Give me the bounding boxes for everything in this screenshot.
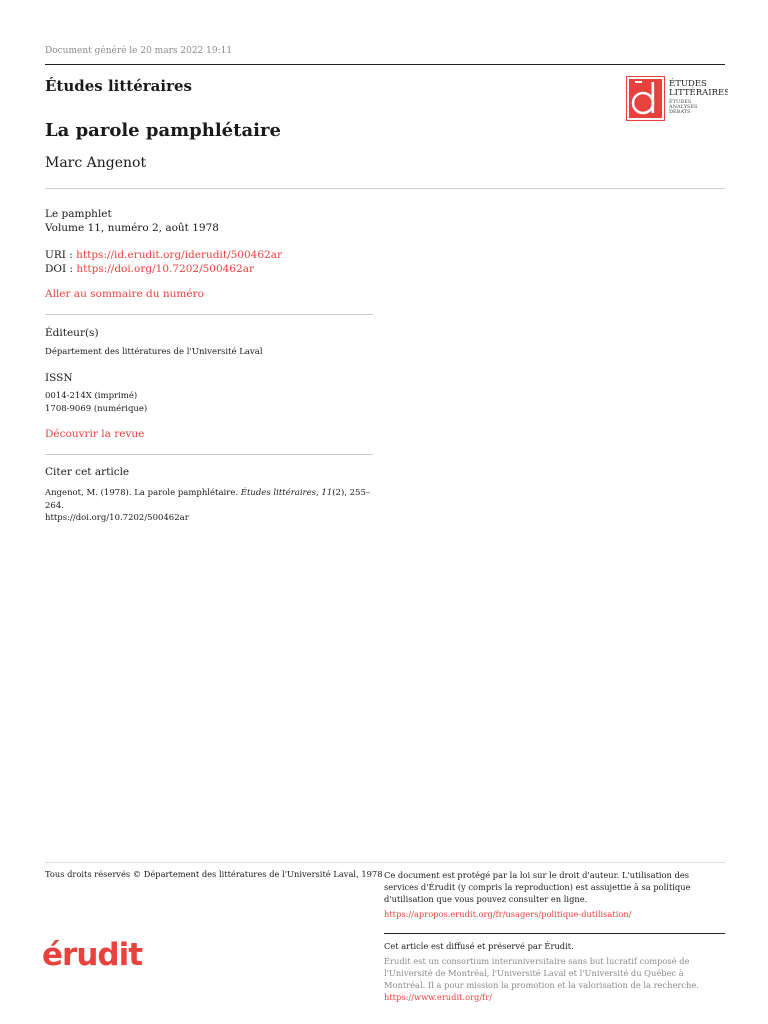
top-divider	[45, 64, 725, 65]
publisher-name: Département des littératures de l'Université Laval	[45, 347, 263, 357]
citation-part2: ,	[316, 488, 322, 498]
issn-heading: ISSN	[45, 372, 73, 384]
generation-date: Document généré le 20 mars 2022 19:11	[45, 46, 233, 56]
copyright-notice: Tous droits réservés © Département des littératures de l'Université Laval, 1978	[45, 869, 383, 879]
diffusion-heading: Cet article est diffusé et préservé par Érudit.	[384, 941, 574, 951]
erudit-logo: érudit	[42, 937, 143, 973]
etudes-litteraires-logo-icon	[626, 76, 728, 122]
uri-link[interactable]: https://id.erudit.org/iderudit/500462ar	[76, 249, 282, 261]
citation-doi: https://doi.org/10.7202/500462ar	[45, 513, 189, 523]
citation-part1: Angenot, M. (1978). La parole pamphlétaire.	[45, 488, 241, 498]
logo-line2: LITTÉRAIRES	[669, 88, 728, 98]
issue-volume: Volume 11, numéro 2, août 1978	[45, 222, 219, 234]
citation-part3: (2), 255–264.	[45, 488, 371, 511]
doi-link[interactable]: https://doi.org/10.7202/500462ar	[76, 263, 254, 275]
logo-line4: ANALYSES	[669, 104, 698, 110]
issue-info	[45, 207, 219, 235]
diffusion-notice	[384, 955, 724, 1003]
footer-divider	[45, 862, 725, 863]
issn-values	[45, 390, 147, 415]
divider	[384, 933, 725, 934]
legal-text: Ce document est protégé par la loi sur le droit d'auteur. L'utilisation des services d'Érudit (y compris la reproduction) est assujettie à sa politique d'utilisation que vous pouvez consulter en ligne.	[384, 870, 691, 904]
uri-row	[45, 248, 282, 262]
journal-title: Études littéraires	[45, 77, 192, 95]
citation-journal: Études littéraires	[240, 488, 316, 498]
logo-line1: ÉTUDES	[669, 79, 707, 89]
doi-label: DOI :	[45, 263, 77, 275]
divider	[45, 188, 725, 189]
discover-journal-link[interactable]: Découvrir la revue	[45, 428, 145, 440]
issn-print: 0014-214X (imprimé)	[45, 391, 138, 401]
citation-text	[45, 487, 385, 525]
issue-theme: Le pamphlet	[45, 208, 112, 220]
uri-label: URI :	[45, 249, 77, 261]
divider	[45, 454, 373, 455]
logo-line5: DÉBATS	[669, 109, 691, 115]
doi-row	[45, 262, 282, 276]
article-author: Marc Angenot	[45, 155, 147, 171]
divider	[45, 314, 373, 315]
article-title: La parole pamphlétaire	[45, 120, 281, 141]
logo-line3: ÉTUDES	[669, 99, 692, 105]
publisher-heading: Éditeur(s)	[45, 327, 99, 339]
erudit-website-link[interactable]: https://www.erudit.org/fr/	[384, 992, 492, 1002]
identifiers	[45, 248, 282, 276]
table-of-contents-link[interactable]: Aller au sommaire du numéro	[45, 288, 204, 300]
citation-heading: Citer cet article	[45, 466, 130, 478]
diffusion-text: Érudit est un consortium interuniversitaire sans but lucratif composé de l'Université de Montréal, l'Université Laval et l'Université du Québec à Montréal. Il a pour mission la promotion et la valorisation de la recherche.	[384, 956, 699, 990]
journal-logo	[626, 76, 728, 122]
usage-policy-link[interactable]: https://apropos.erudit.org/fr/usagers/politique-dutilisation/	[384, 909, 632, 919]
citation-volume: 11	[321, 488, 333, 498]
issn-digital: 1708-9069 (numérique)	[45, 403, 148, 414]
legal-notice	[384, 869, 724, 920]
